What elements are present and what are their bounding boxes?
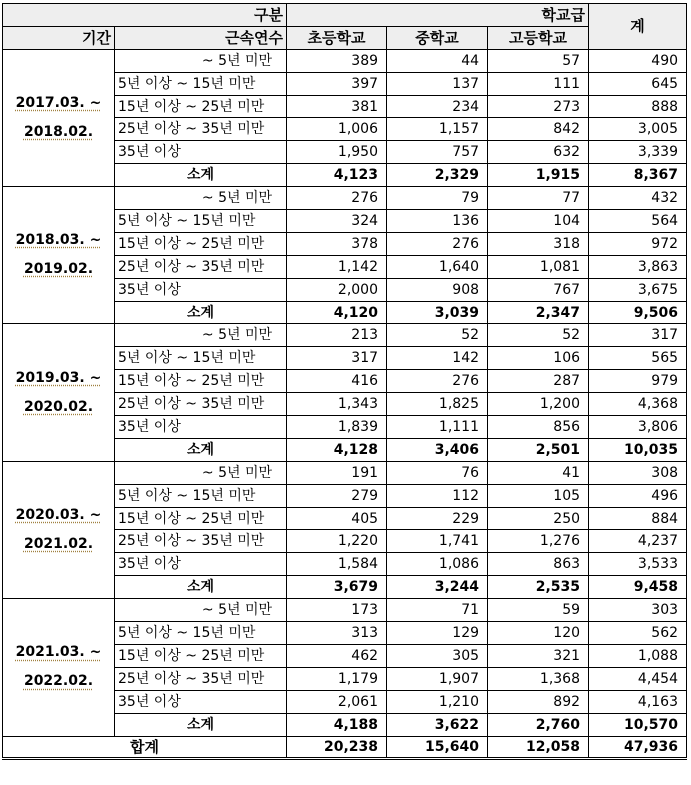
elementary-value: 191: [287, 461, 387, 484]
subtotal-elementary: 4,123: [287, 164, 387, 187]
header-gubun: 구분: [3, 4, 287, 27]
high-value: 120: [488, 622, 589, 645]
elementary-value: 1,142: [287, 255, 387, 278]
high-value: 767: [488, 278, 589, 301]
header-period: 기간: [3, 26, 115, 49]
category-cell: ~ 5년 미만: [115, 187, 287, 210]
category-cell: 5년 이상 ~ 15년 미만: [115, 347, 287, 370]
total-value: 3,806: [589, 416, 687, 439]
total-value: 3,863: [589, 255, 687, 278]
period-start: 2020.03. ~: [15, 506, 102, 523]
subtotal-elementary: 3,679: [287, 576, 387, 599]
total-value: 303: [589, 599, 687, 622]
middle-value: 44: [387, 49, 488, 72]
subtotal-high: 1,915: [488, 164, 589, 187]
category-cell: ~ 5년 미만: [115, 599, 287, 622]
subtotal-middle: 3,244: [387, 576, 488, 599]
grand-total-middle: 15,640: [387, 736, 488, 758]
category-cell: 35년 이상: [115, 553, 287, 576]
middle-value: 1,157: [387, 118, 488, 141]
subtotal-label: 소계: [115, 576, 287, 599]
total-value: 884: [589, 507, 687, 530]
elementary-value: 1,220: [287, 530, 387, 553]
header-high: 고등학교: [488, 26, 589, 49]
elementary-value: 279: [287, 484, 387, 507]
high-value: 842: [488, 118, 589, 141]
subtotal-label: 소계: [115, 713, 287, 736]
table-row: [3, 599, 687, 622]
total-value: 565: [589, 347, 687, 370]
middle-value: 1,210: [387, 690, 488, 713]
category-cell: 5년 이상 ~ 15년 미만: [115, 484, 287, 507]
subtotal-high: 2,535: [488, 576, 589, 599]
total-value: 4,237: [589, 530, 687, 553]
category-cell: ~ 5년 미만: [115, 49, 287, 72]
high-value: 77: [488, 187, 589, 210]
middle-value: 234: [387, 95, 488, 118]
period-end: 2019.02.: [23, 261, 94, 278]
high-value: 59: [488, 599, 589, 622]
period-cell: [3, 599, 115, 736]
high-value: 1,200: [488, 393, 589, 416]
middle-value: 1,111: [387, 416, 488, 439]
total-value: 3,675: [589, 278, 687, 301]
elementary-value: 2,061: [287, 690, 387, 713]
total-value: 888: [589, 95, 687, 118]
high-value: 1,276: [488, 530, 589, 553]
total-value: 562: [589, 622, 687, 645]
elementary-value: 416: [287, 370, 387, 393]
high-value: 321: [488, 644, 589, 667]
grand-total-high: 12,058: [488, 736, 589, 758]
subtotal-total: 10,570: [589, 713, 687, 736]
header-elementary: 초등학교: [287, 26, 387, 49]
table-row: [3, 187, 687, 210]
teacher-years-table: [2, 3, 687, 760]
period-start: 2017.03. ~: [15, 94, 102, 111]
period-cell: [3, 187, 115, 324]
category-cell: ~ 5년 미만: [115, 324, 287, 347]
category-cell: 5년 이상 ~ 15년 미만: [115, 210, 287, 233]
elementary-value: 2,000: [287, 278, 387, 301]
header-row-1: [3, 4, 687, 27]
middle-value: 129: [387, 622, 488, 645]
elementary-value: 405: [287, 507, 387, 530]
subtotal-total: 8,367: [589, 164, 687, 187]
period-end: 2022.02.: [23, 673, 94, 690]
period-cell: [3, 49, 115, 186]
high-value: 111: [488, 72, 589, 95]
middle-value: 71: [387, 599, 488, 622]
grand-total-label: 합계: [3, 736, 287, 758]
total-value: 3,005: [589, 118, 687, 141]
category-cell: ~ 5년 미만: [115, 461, 287, 484]
high-value: 632: [488, 141, 589, 164]
elementary-value: 1,006: [287, 118, 387, 141]
high-value: 863: [488, 553, 589, 576]
period-cell: [3, 461, 115, 598]
middle-value: 76: [387, 461, 488, 484]
total-value: 3,339: [589, 141, 687, 164]
subtotal-total: 9,506: [589, 301, 687, 324]
middle-value: 1,907: [387, 667, 488, 690]
total-value: 432: [589, 187, 687, 210]
header-total: 계: [589, 4, 687, 50]
subtotal-high: 2,501: [488, 438, 589, 461]
total-value: 3,533: [589, 553, 687, 576]
grand-total-total: 47,936: [589, 736, 687, 758]
middle-value: 1,640: [387, 255, 488, 278]
subtotal-high: 2,347: [488, 301, 589, 324]
high-value: 892: [488, 690, 589, 713]
high-value: 250: [488, 507, 589, 530]
middle-value: 79: [387, 187, 488, 210]
middle-value: 136: [387, 210, 488, 233]
category-cell: 15년 이상 ~ 25년 미만: [115, 370, 287, 393]
elementary-value: 213: [287, 324, 387, 347]
period-end: 2018.02.: [23, 123, 94, 140]
subtotal-middle: 3,406: [387, 438, 488, 461]
period-start: 2019.03. ~: [15, 369, 102, 386]
subtotal-label: 소계: [115, 301, 287, 324]
elementary-value: 397: [287, 72, 387, 95]
middle-value: 1,741: [387, 530, 488, 553]
category-cell: 5년 이상 ~ 15년 미만: [115, 622, 287, 645]
subtotal-label: 소계: [115, 438, 287, 461]
elementary-value: 317: [287, 347, 387, 370]
table-row: [3, 324, 687, 347]
total-value: 564: [589, 210, 687, 233]
middle-value: 229: [387, 507, 488, 530]
elementary-value: 1,179: [287, 667, 387, 690]
header-years-of-service: 근속연수: [115, 26, 287, 49]
category-cell: 15년 이상 ~ 25년 미만: [115, 232, 287, 255]
table-row: [3, 49, 687, 72]
high-value: 41: [488, 461, 589, 484]
period-start: 2021.03. ~: [15, 644, 102, 661]
table-row: [3, 461, 687, 484]
high-value: 1,368: [488, 667, 589, 690]
middle-value: 137: [387, 72, 488, 95]
grand-total-row: [3, 736, 687, 758]
high-value: 287: [488, 370, 589, 393]
header-school-level: 학교급: [287, 4, 589, 27]
subtotal-high: 2,760: [488, 713, 589, 736]
subtotal-elementary: 4,128: [287, 438, 387, 461]
middle-value: 276: [387, 370, 488, 393]
middle-value: 757: [387, 141, 488, 164]
subtotal-middle: 3,622: [387, 713, 488, 736]
elementary-value: 389: [287, 49, 387, 72]
category-cell: 5년 이상 ~ 15년 미만: [115, 72, 287, 95]
total-value: 979: [589, 370, 687, 393]
middle-value: 276: [387, 232, 488, 255]
middle-value: 1,086: [387, 553, 488, 576]
high-value: 106: [488, 347, 589, 370]
subtotal-middle: 2,329: [387, 164, 488, 187]
subtotal-label: 소계: [115, 164, 287, 187]
period-cell: [3, 324, 115, 461]
total-value: 972: [589, 232, 687, 255]
high-value: 104: [488, 210, 589, 233]
elementary-value: 324: [287, 210, 387, 233]
elementary-value: 173: [287, 599, 387, 622]
high-value: 318: [488, 232, 589, 255]
category-cell: 35년 이상: [115, 690, 287, 713]
subtotal-elementary: 4,120: [287, 301, 387, 324]
high-value: 105: [488, 484, 589, 507]
total-value: 317: [589, 324, 687, 347]
middle-value: 305: [387, 644, 488, 667]
category-cell: 15년 이상 ~ 25년 미만: [115, 644, 287, 667]
category-cell: 15년 이상 ~ 25년 미만: [115, 95, 287, 118]
category-cell: 25년 이상 ~ 35년 미만: [115, 118, 287, 141]
category-cell: 35년 이상: [115, 278, 287, 301]
total-value: 490: [589, 49, 687, 72]
subtotal-middle: 3,039: [387, 301, 488, 324]
elementary-value: 381: [287, 95, 387, 118]
middle-value: 142: [387, 347, 488, 370]
category-cell: 25년 이상 ~ 35년 미만: [115, 393, 287, 416]
subtotal-elementary: 4,188: [287, 713, 387, 736]
high-value: 856: [488, 416, 589, 439]
period-start: 2018.03. ~: [15, 232, 102, 249]
grand-total-elementary: 20,238: [287, 736, 387, 758]
subtotal-total: 10,035: [589, 438, 687, 461]
high-value: 273: [488, 95, 589, 118]
total-value: 645: [589, 72, 687, 95]
category-cell: 25년 이상 ~ 35년 미만: [115, 530, 287, 553]
header-row-2: [3, 26, 687, 49]
total-value: 4,454: [589, 667, 687, 690]
elementary-value: 1,343: [287, 393, 387, 416]
elementary-value: 1,839: [287, 416, 387, 439]
table-body: [3, 4, 687, 759]
elementary-value: 462: [287, 644, 387, 667]
middle-value: 908: [387, 278, 488, 301]
middle-value: 52: [387, 324, 488, 347]
elementary-value: 313: [287, 622, 387, 645]
total-value: 4,368: [589, 393, 687, 416]
header-middle: 중학교: [387, 26, 488, 49]
high-value: 57: [488, 49, 589, 72]
period-end: 2020.02.: [23, 398, 94, 415]
elementary-value: 276: [287, 187, 387, 210]
period-end: 2021.02.: [23, 535, 94, 552]
total-value: 496: [589, 484, 687, 507]
subtotal-total: 9,458: [589, 576, 687, 599]
category-cell: 35년 이상: [115, 416, 287, 439]
elementary-value: 378: [287, 232, 387, 255]
category-cell: 35년 이상: [115, 141, 287, 164]
high-value: 1,081: [488, 255, 589, 278]
high-value: 52: [488, 324, 589, 347]
elementary-value: 1,950: [287, 141, 387, 164]
category-cell: 25년 이상 ~ 35년 미만: [115, 255, 287, 278]
category-cell: 25년 이상 ~ 35년 미만: [115, 667, 287, 690]
total-value: 1,088: [589, 644, 687, 667]
total-value: 4,163: [589, 690, 687, 713]
category-cell: 15년 이상 ~ 25년 미만: [115, 507, 287, 530]
middle-value: 1,825: [387, 393, 488, 416]
table-container: [2, 3, 687, 760]
elementary-value: 1,584: [287, 553, 387, 576]
middle-value: 112: [387, 484, 488, 507]
total-value: 308: [589, 461, 687, 484]
